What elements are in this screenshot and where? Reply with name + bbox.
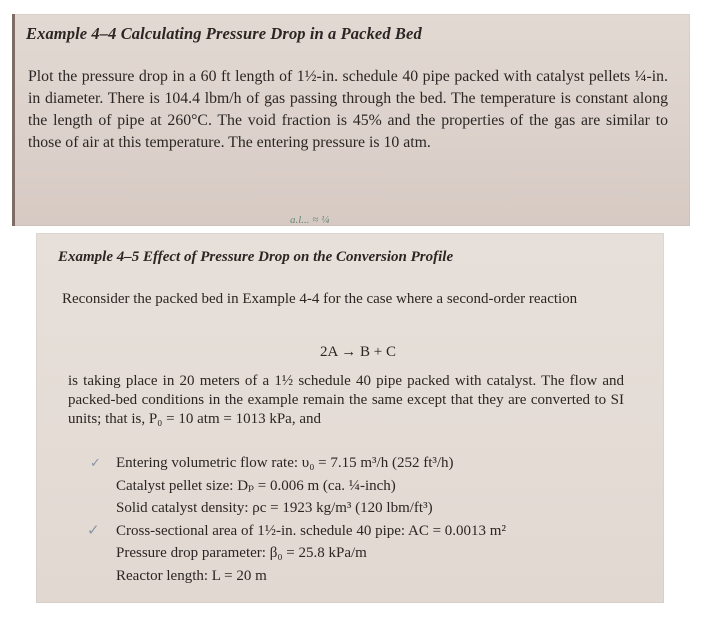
spec-text: Reactor length: L = 20 m xyxy=(116,567,267,584)
check-mark-icon: ✓ xyxy=(90,455,101,470)
example-4-5-intro: Reconsider the packed bed in Example 4-4 for the case where a second-order reaction xyxy=(62,291,578,307)
spec-pressure-drop xyxy=(90,542,506,565)
page-edge-shadow xyxy=(12,14,15,226)
spec-text: Cross-sectional area of 1½-in. schedule 40 pipe: AC = 0.0013 m² xyxy=(116,522,506,539)
spec-flow-rate xyxy=(90,452,506,475)
spec-cross-section xyxy=(87,520,506,543)
spec-text: Catalyst pellet size: Dₚ = 0.006 m (ca. ¼-inch) xyxy=(116,477,396,494)
spec-pellet-size xyxy=(90,475,506,498)
reaction-equation: 2A → B + C xyxy=(320,344,396,360)
spec-text: Entering volumetric flow rate: υ₀ = 7.15 m³/h (252 ft³/h) xyxy=(116,455,454,471)
spec-catalyst-density xyxy=(90,497,506,520)
check-mark-icon: ✓ xyxy=(87,522,100,539)
spec-text: Pressure drop parameter: β₀ = 25.8 kPa/m xyxy=(116,545,367,561)
parameter-list xyxy=(87,452,506,587)
spec-text: Solid catalyst density: ρc = 1923 kg/m³ (120 lbm/ft³) xyxy=(116,500,433,516)
handwritten-note: a.l... ≈ ¼ xyxy=(290,214,330,226)
spec-reactor-length xyxy=(90,565,506,588)
example-4-4-body: Plot the pressure drop in a 60 ft length of 1½-in. schedule 40 pipe packed with catalyst pellets ¼-in. in diameter. There is 104.4 lbm/h of gas passing through the bed. The temperature is constant along the length of pipe at 260°C. The void fraction is 45% and the properties of the gas are similar to those of air at this temperature. The entering pressure is 10 atm. xyxy=(28,68,668,151)
example-4-5-title: Example 4–5 Effect of Pressure Drop on the Conversion Profile xyxy=(58,249,454,265)
example-4-4-title: Example 4–4 Calculating Pressure Drop in a Packed Bed xyxy=(26,24,422,43)
example-4-5-body: is taking place in 20 meters of a 1½ schedule 40 pipe packed with catalyst. The flow and packed-bed conditions in the example remain the same except that they are converted to SI units; that is, P₀ = 10 atm = 1013 kPa, and xyxy=(68,373,624,427)
